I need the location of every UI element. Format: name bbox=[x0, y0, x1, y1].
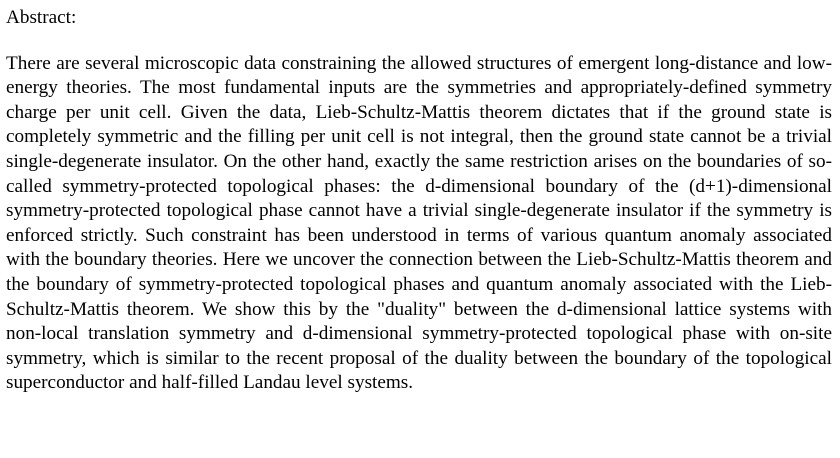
abstract-body: There are several microscopic data constraining the allowed structures of emergent long-distance and low-energy theories. The most fundamental inputs are the symmetries and appropriately-defined symmetry charge per unit cell. Given the data, Lieb-Schultz-Mattis theorem dictates that if the ground state is completely symmetric and the filling per unit cell is not integral, then the ground state cannot be a trivial single-degenerate insulator. On the other hand, exactly the same restriction arises on the boundaries of so-called symmetry-protected topological phases: the d-dimensional boundary of the (d+1)-dimensional symmetry-protected topological phase cannot have a trivial single-degenerate insulator if the symmetry is enforced strictly. Such constraint has been understood in terms of various quantum anomaly associated with the boundary theories. Here we uncover the connection between the Lieb-Schultz-Mattis theorem and the boundary of symmetry-protected topological phases and quantum anomaly associated with the Lieb-Schultz-Mattis theorem. We show this by the "duality" between the d-dimensional lattice systems with non-local translation symmetry and d-dimensional symmetry-protected topological phase with on-site symmetry, which is similar to the recent proposal of the duality between the boundary of the topological superconductor and half-filled Landau level systems. bbox=[6, 52, 832, 394]
abstract-section bbox=[6, 6, 832, 396]
abstract-heading: Abstract: bbox=[6, 7, 77, 28]
